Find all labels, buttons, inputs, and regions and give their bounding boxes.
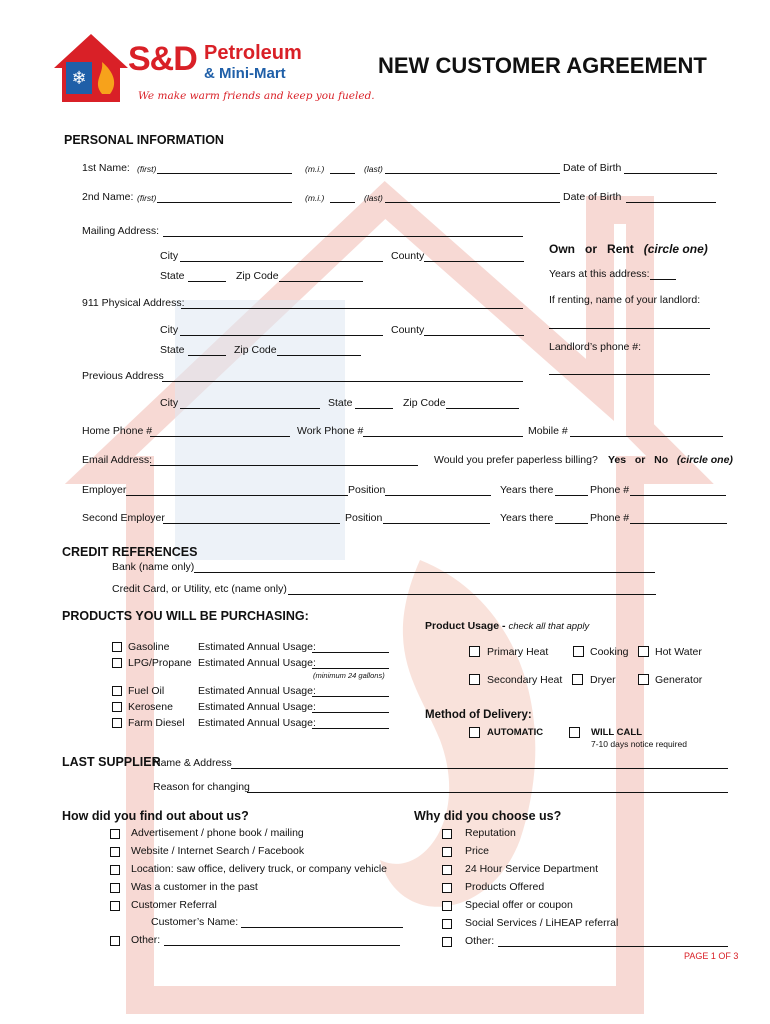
last-hint: (last) bbox=[364, 164, 383, 174]
mi-hint: (m.i.) bbox=[305, 164, 325, 174]
kerosene-usage-field[interactable] bbox=[312, 712, 389, 713]
physical-label: 911 Physical Address: bbox=[82, 297, 185, 309]
bank-label: Bank (name only) bbox=[112, 561, 195, 573]
will-call-label: WILL CALL bbox=[591, 727, 643, 738]
paperless-question: Would you prefer paperless billing? bbox=[434, 454, 598, 466]
first-dob-field[interactable] bbox=[624, 173, 717, 174]
physical-field[interactable] bbox=[181, 308, 523, 309]
why-other-checkbox[interactable] bbox=[442, 937, 452, 947]
secondary-heat-checkbox[interactable] bbox=[469, 674, 480, 685]
gasoline-usage-label: Estimated Annual Usage: bbox=[198, 641, 316, 653]
brand-sd: S&D bbox=[128, 40, 197, 78]
previous-zip-field[interactable] bbox=[446, 408, 519, 409]
landlord-name-label: If renting, name of your landlord: bbox=[549, 294, 701, 306]
mailing-field[interactable] bbox=[163, 236, 523, 237]
find-location-label: Location: saw office, delivery truck, or company vehicle bbox=[131, 863, 388, 875]
mi-hint-2: (m.i.) bbox=[305, 193, 325, 203]
why-products-label: Products Offered bbox=[465, 881, 545, 893]
county-label-2: County bbox=[391, 324, 425, 336]
mailing-state-field[interactable] bbox=[188, 281, 226, 282]
employer-label: Employer bbox=[82, 484, 127, 496]
paperless-no[interactable]: No bbox=[654, 454, 669, 466]
why-price-checkbox[interactable] bbox=[442, 847, 452, 857]
work-phone-label: Work Phone # bbox=[297, 425, 364, 437]
generator-label: Generator bbox=[655, 674, 703, 686]
card-field[interactable] bbox=[288, 594, 656, 595]
find-referral-label: Customer Referral bbox=[131, 899, 217, 911]
credit-heading: CREDIT REFERENCES bbox=[62, 545, 198, 559]
second-dob-field[interactable] bbox=[626, 202, 716, 203]
mailing-zip-field[interactable] bbox=[279, 281, 363, 282]
own-option[interactable]: Own bbox=[549, 242, 575, 256]
why-service-checkbox[interactable] bbox=[442, 865, 452, 875]
primary-heat-checkbox[interactable] bbox=[469, 646, 480, 657]
hot-water-checkbox[interactable] bbox=[638, 646, 649, 657]
work-phone-field[interactable] bbox=[363, 436, 523, 437]
second-last-field[interactable] bbox=[385, 202, 560, 203]
position-field[interactable] bbox=[385, 495, 491, 496]
customer-name-label: Customer’s Name: bbox=[151, 916, 239, 928]
find-other-field[interactable] bbox=[164, 945, 400, 946]
own-rent-or: or bbox=[585, 242, 598, 256]
employer-phone-label: Phone # bbox=[590, 484, 630, 496]
paperless-yes[interactable]: Yes bbox=[608, 454, 627, 466]
supplier-name-field[interactable] bbox=[231, 768, 728, 769]
mobile-label: Mobile # bbox=[528, 425, 568, 437]
own-rent-circle-hint: (circle one) bbox=[643, 242, 708, 256]
find-other-checkbox[interactable] bbox=[110, 936, 120, 946]
find-ad-label: Advertisement / phone book / mailing bbox=[131, 827, 304, 839]
first-hint-2: (first) bbox=[137, 193, 157, 203]
dob-label-2: Date of Birth bbox=[563, 191, 622, 203]
automatic-label: AUTOMATIC bbox=[487, 727, 544, 738]
employer-phone-field[interactable] bbox=[630, 495, 726, 496]
why-reputation-checkbox[interactable] bbox=[442, 829, 452, 839]
why-other-text: Other: bbox=[465, 935, 495, 947]
home-phone-field[interactable] bbox=[150, 436, 290, 437]
zip-label-3: Zip Code bbox=[403, 397, 446, 409]
gasoline-label: Gasoline bbox=[128, 641, 170, 653]
page-number: PAGE 1 OF 3 bbox=[684, 951, 739, 961]
reason-field[interactable] bbox=[247, 792, 728, 793]
home-phone-label: Home Phone # bbox=[82, 425, 153, 437]
years-field[interactable] bbox=[650, 279, 676, 280]
find-past-customer-checkbox[interactable] bbox=[110, 883, 120, 893]
fuel-oil-label: Fuel Oil bbox=[128, 685, 165, 697]
city-label: City bbox=[160, 250, 179, 262]
card-label: Credit Card, or Utility, etc (name only) bbox=[112, 583, 287, 595]
second-mi-field[interactable] bbox=[330, 202, 355, 203]
first-name-field[interactable] bbox=[157, 173, 292, 174]
years-there-label-2: Years there bbox=[500, 512, 554, 524]
hot-water-label: Hot Water bbox=[655, 646, 702, 658]
minimum-note: (minimum 24 gallons) bbox=[313, 671, 385, 680]
landlord-phone-field[interactable] bbox=[549, 374, 710, 375]
email-field[interactable] bbox=[150, 465, 418, 466]
state-label-3: State bbox=[328, 397, 353, 409]
gasoline-usage-field[interactable] bbox=[312, 652, 389, 653]
kerosene-usage-label: Estimated Annual Usage: bbox=[198, 701, 316, 713]
company-logo bbox=[52, 30, 375, 110]
generator-checkbox[interactable] bbox=[638, 674, 649, 685]
fuel-oil-checkbox[interactable] bbox=[112, 686, 122, 696]
house-flame-icon bbox=[52, 32, 130, 104]
city-label-2: City bbox=[160, 324, 179, 336]
personal-heading: PERSONAL INFORMATION bbox=[64, 133, 224, 147]
reason-label: Reason for changing bbox=[153, 781, 250, 793]
dryer-checkbox[interactable] bbox=[572, 674, 583, 685]
physical-county-field[interactable] bbox=[424, 335, 524, 336]
find-referral-checkbox[interactable] bbox=[110, 901, 120, 911]
landlord-name-field[interactable] bbox=[549, 328, 710, 329]
second-name-field[interactable] bbox=[157, 202, 292, 203]
find-website-label: Website / Internet Search / Facebook bbox=[131, 845, 305, 857]
gasoline-checkbox[interactable] bbox=[112, 642, 122, 652]
usage-heading bbox=[425, 620, 589, 632]
years-there-field[interactable] bbox=[555, 495, 588, 496]
farm-diesel-usage-field[interactable] bbox=[312, 728, 389, 729]
supplier-heading: LAST SUPPLIER bbox=[62, 755, 161, 769]
previous-state-field[interactable] bbox=[355, 408, 393, 409]
why-service-label: 24 Hour Service Department bbox=[465, 863, 599, 875]
zip-label: Zip Code bbox=[236, 270, 279, 282]
previous-field[interactable] bbox=[162, 381, 523, 382]
state-label-2: State bbox=[160, 344, 185, 356]
products-heading: PRODUCTS YOU WILL BE PURCHASING: bbox=[62, 609, 309, 623]
rent-option[interactable]: Rent bbox=[607, 242, 634, 256]
landlord-phone-label: Landlord’s phone #: bbox=[549, 341, 642, 353]
previous-label: Previous Address bbox=[82, 370, 164, 382]
first-mi-field[interactable] bbox=[330, 173, 355, 174]
kerosene-checkbox[interactable] bbox=[112, 702, 122, 712]
years-there-field-2[interactable] bbox=[555, 523, 588, 524]
state-label: State bbox=[160, 270, 185, 282]
email-label: Email Address: bbox=[82, 454, 153, 466]
why-offer-checkbox[interactable] bbox=[442, 901, 452, 911]
dob-label: Date of Birth bbox=[563, 162, 622, 174]
physical-city-field[interactable] bbox=[180, 335, 383, 336]
will-call-checkbox[interactable] bbox=[569, 727, 580, 738]
years-label: Years at this address: bbox=[549, 268, 650, 280]
own-rent bbox=[549, 242, 708, 256]
paperless-or: or bbox=[634, 454, 646, 466]
find-location-checkbox[interactable] bbox=[110, 865, 120, 875]
page-title: NEW CUSTOMER AGREEMENT bbox=[378, 53, 707, 78]
physical-zip-field[interactable] bbox=[277, 355, 361, 356]
kerosene-label: Kerosene bbox=[128, 701, 173, 713]
second-employer-phone-label: Phone # bbox=[590, 512, 630, 524]
why-social-label: Social Services / LiHEAP referral bbox=[465, 917, 619, 929]
farm-diesel-usage-label: Estimated Annual Usage: bbox=[198, 717, 316, 729]
farm-diesel-checkbox[interactable] bbox=[112, 718, 122, 728]
physical-state-field[interactable] bbox=[188, 355, 226, 356]
county-label: County bbox=[391, 250, 425, 262]
farm-diesel-label: Farm Diesel bbox=[128, 717, 185, 729]
delivery-heading: Method of Delivery: bbox=[425, 709, 532, 721]
supplier-name-label: Name & Address bbox=[153, 757, 232, 769]
why-reputation-label: Reputation bbox=[465, 827, 516, 839]
svg-text:❄: ❄ bbox=[71, 68, 87, 89]
why-other-field[interactable] bbox=[498, 946, 728, 947]
mailing-city-field[interactable] bbox=[180, 261, 383, 262]
propane-checkbox[interactable] bbox=[112, 658, 122, 668]
why-price-label: Price bbox=[465, 845, 489, 857]
why-social-checkbox[interactable] bbox=[442, 919, 452, 929]
position-label: Position bbox=[348, 484, 386, 496]
second-name-label: 2nd Name: bbox=[82, 191, 134, 203]
first-last-field[interactable] bbox=[385, 173, 560, 174]
employer-field[interactable] bbox=[126, 495, 348, 496]
brand-bottom: & Mini-Mart bbox=[204, 65, 286, 82]
why-products-checkbox[interactable] bbox=[442, 883, 452, 893]
automatic-checkbox[interactable] bbox=[469, 727, 480, 738]
second-employer-phone-field[interactable] bbox=[630, 523, 727, 524]
brand-top: Petroleum bbox=[204, 42, 302, 64]
find-heading: How did you find out about us? bbox=[62, 809, 249, 823]
usage-hint: check all that apply bbox=[508, 621, 590, 632]
primary-heat-label: Primary Heat bbox=[487, 646, 549, 658]
second-employer-field[interactable] bbox=[163, 523, 340, 524]
notice-note: 7-10 days notice required bbox=[591, 739, 687, 749]
dryer-label: Dryer bbox=[590, 674, 616, 686]
mobile-field[interactable] bbox=[570, 436, 723, 437]
find-past-customer-label: Was a customer in the past bbox=[131, 881, 258, 893]
customer-name-field[interactable] bbox=[241, 927, 403, 928]
propane-usage-field[interactable] bbox=[312, 668, 389, 669]
propane-label: LPG/Propane bbox=[128, 657, 192, 669]
cooking-label: Cooking bbox=[590, 646, 629, 658]
paperless-options bbox=[608, 454, 733, 466]
city-label-3: City bbox=[160, 397, 179, 409]
years-there-label: Years there bbox=[500, 484, 554, 496]
secondary-heat-label: Secondary Heat bbox=[487, 674, 563, 686]
bank-field[interactable] bbox=[194, 572, 655, 573]
position-field-2[interactable] bbox=[383, 523, 490, 524]
mailing-county-field[interactable] bbox=[424, 261, 524, 262]
cooking-checkbox[interactable] bbox=[573, 646, 584, 657]
position-label-2: Position bbox=[345, 512, 383, 524]
why-offer-label: Special offer or coupon bbox=[465, 899, 573, 911]
find-website-checkbox[interactable] bbox=[110, 847, 120, 857]
second-employer-label: Second Employer bbox=[82, 512, 165, 524]
find-ad-checkbox[interactable] bbox=[110, 829, 120, 839]
first-hint: (first) bbox=[137, 164, 157, 174]
usage-heading-label: Product Usage - bbox=[425, 620, 506, 632]
find-other-label: Other: bbox=[131, 934, 161, 946]
fuel-oil-usage-label: Estimated Annual Usage: bbox=[198, 685, 316, 697]
first-name-label: 1st Name: bbox=[82, 162, 130, 174]
why-heading: Why did you choose us? bbox=[414, 809, 562, 823]
fuel-oil-usage-field[interactable] bbox=[312, 696, 389, 697]
brand-tagline: We make warm friends and keep you fueled. bbox=[138, 90, 375, 102]
last-hint-2: (last) bbox=[364, 193, 383, 203]
mailing-label: Mailing Address: bbox=[82, 225, 160, 237]
zip-label-2: Zip Code bbox=[234, 344, 277, 356]
previous-city-field[interactable] bbox=[180, 408, 320, 409]
paperless-circle-hint: (circle one) bbox=[676, 454, 733, 466]
propane-usage-label: Estimated Annual Usage: bbox=[198, 657, 316, 669]
